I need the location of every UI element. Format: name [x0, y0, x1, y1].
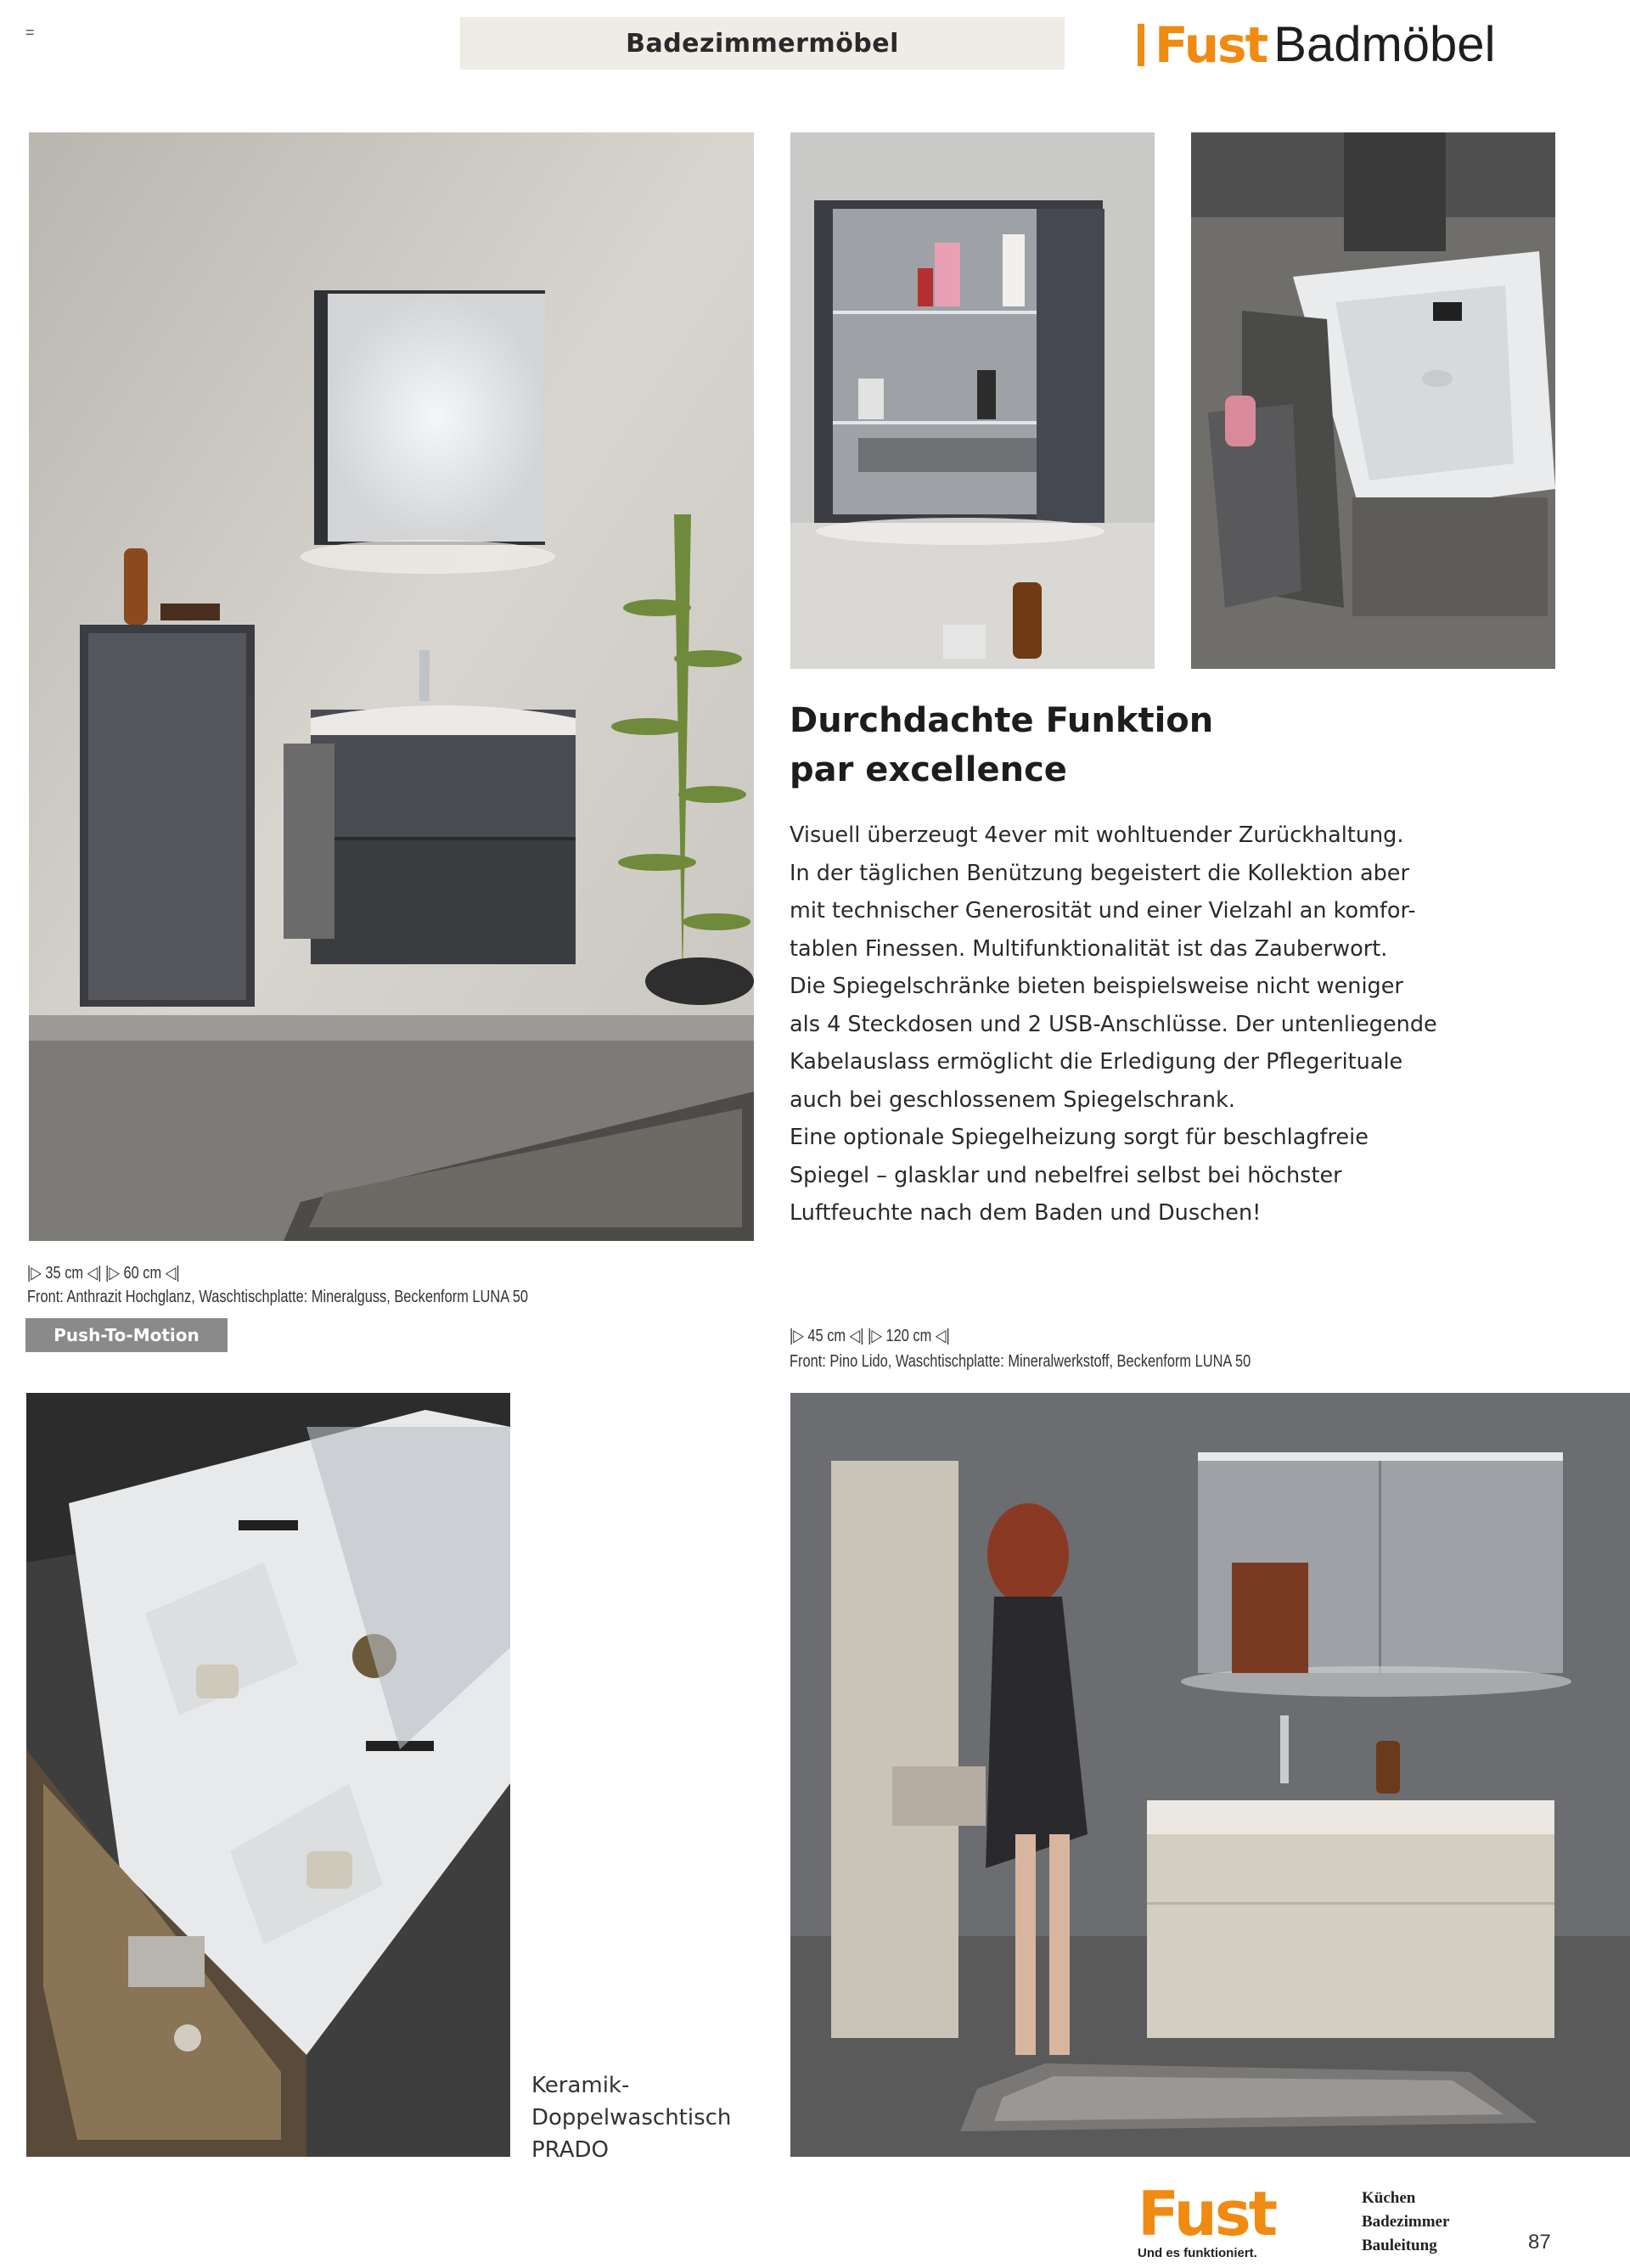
- body-line: tablen Finessen. Multifunktionalität ist das Zauberwort.: [790, 935, 1388, 962]
- caption-right-spec: Front: Pino Lido, Waschtischplatte: Mineralwerkstoff, Beckenform LUNA 50: [790, 1352, 1251, 1371]
- photo-pino-lido-bathroom: [790, 1393, 1630, 2157]
- caption-left-dimensions: |▷ 35 cm ◁| |▷ 60 cm ◁|: [27, 1264, 180, 1283]
- product-label: [531, 2069, 778, 2166]
- article-headline: [790, 696, 1554, 794]
- photo-anthracite-vanity: [29, 132, 754, 1241]
- footer-tagline: Und es funktioniert.: [1138, 2246, 1257, 2260]
- body-line: Kabelauslass ermöglicht die Erledigung der Pflegerituale: [790, 1049, 1403, 1075]
- page-number: 87: [1528, 2231, 1551, 2254]
- push-to-motion-badge: [25, 1318, 228, 1352]
- product-label-line-1: Keramik-: [531, 2073, 630, 2098]
- body-line: Eine optionale Spiegelheizung sorgt für beschlagfreie: [790, 1125, 1369, 1150]
- body-line: als 4 Steckdosen und 2 USB-Anschlüsse. Der untenliegende: [790, 1011, 1437, 1037]
- headline-line-2: par excellence: [790, 750, 1067, 789]
- section-header-bar: [460, 17, 1065, 70]
- caption-left-spec: Front: Anthrazit Hochglanz, Waschtischplatte: Mineralguss, Beckenform LUNA 50: [27, 1288, 529, 1306]
- body-line: mit technischer Generosität und einer Vielzahl an komfor-: [790, 898, 1416, 923]
- section-title: Badezimmermöbel: [626, 28, 899, 59]
- photo-double-basin: [26, 1393, 510, 2157]
- photo-basin-drawer: [1191, 132, 1555, 669]
- page-title: Badmöbel: [1273, 17, 1496, 72]
- footer-fust-logo: Fust: [1138, 2178, 1276, 2249]
- photo-open-mirror-cabinet: [790, 132, 1155, 669]
- fust-logo: Fust: [1155, 16, 1267, 74]
- body-line: Spiegel – glasklar und nebelfrei selbst bei höchster: [790, 1162, 1342, 1188]
- corner-mark: =: [25, 24, 35, 41]
- badge-label: Push-To-Motion: [53, 1325, 200, 1345]
- product-label-line-3: PRADO: [531, 2137, 609, 2163]
- logo-bar-mark: [1138, 24, 1144, 66]
- product-label-line-2: Doppelwaschtisch: [531, 2105, 732, 2130]
- footer-logo-block: [1138, 2178, 1350, 2260]
- brand-header: [1138, 15, 1495, 75]
- article-body: [790, 817, 1554, 1232]
- body-line: auch bei geschlossenem Spiegelschrank.: [790, 1086, 1235, 1113]
- body-line: Visuell überzeugt 4ever mit wohltuender Zurückhaltung.: [790, 822, 1404, 848]
- footer-service-3: Bauleitung: [1362, 2237, 1437, 2254]
- body-line: Luftfeuchte nach dem Baden und Duschen!: [790, 1200, 1262, 1226]
- body-line: Die Spiegelschränke bieten beispielsweise nicht weniger: [790, 974, 1403, 999]
- headline-line-1: Durchdachte Funktion: [790, 701, 1214, 740]
- footer-service-1: Küchen: [1362, 2189, 1416, 2207]
- footer-service-2: Badezimmer: [1362, 2213, 1450, 2231]
- footer-services: [1362, 2187, 1449, 2258]
- body-line: In der täglichen Benützung begeistert die Kollektion aber: [790, 860, 1409, 886]
- caption-right-dimensions: |▷ 45 cm ◁| |▷ 120 cm ◁|: [790, 1327, 950, 1345]
